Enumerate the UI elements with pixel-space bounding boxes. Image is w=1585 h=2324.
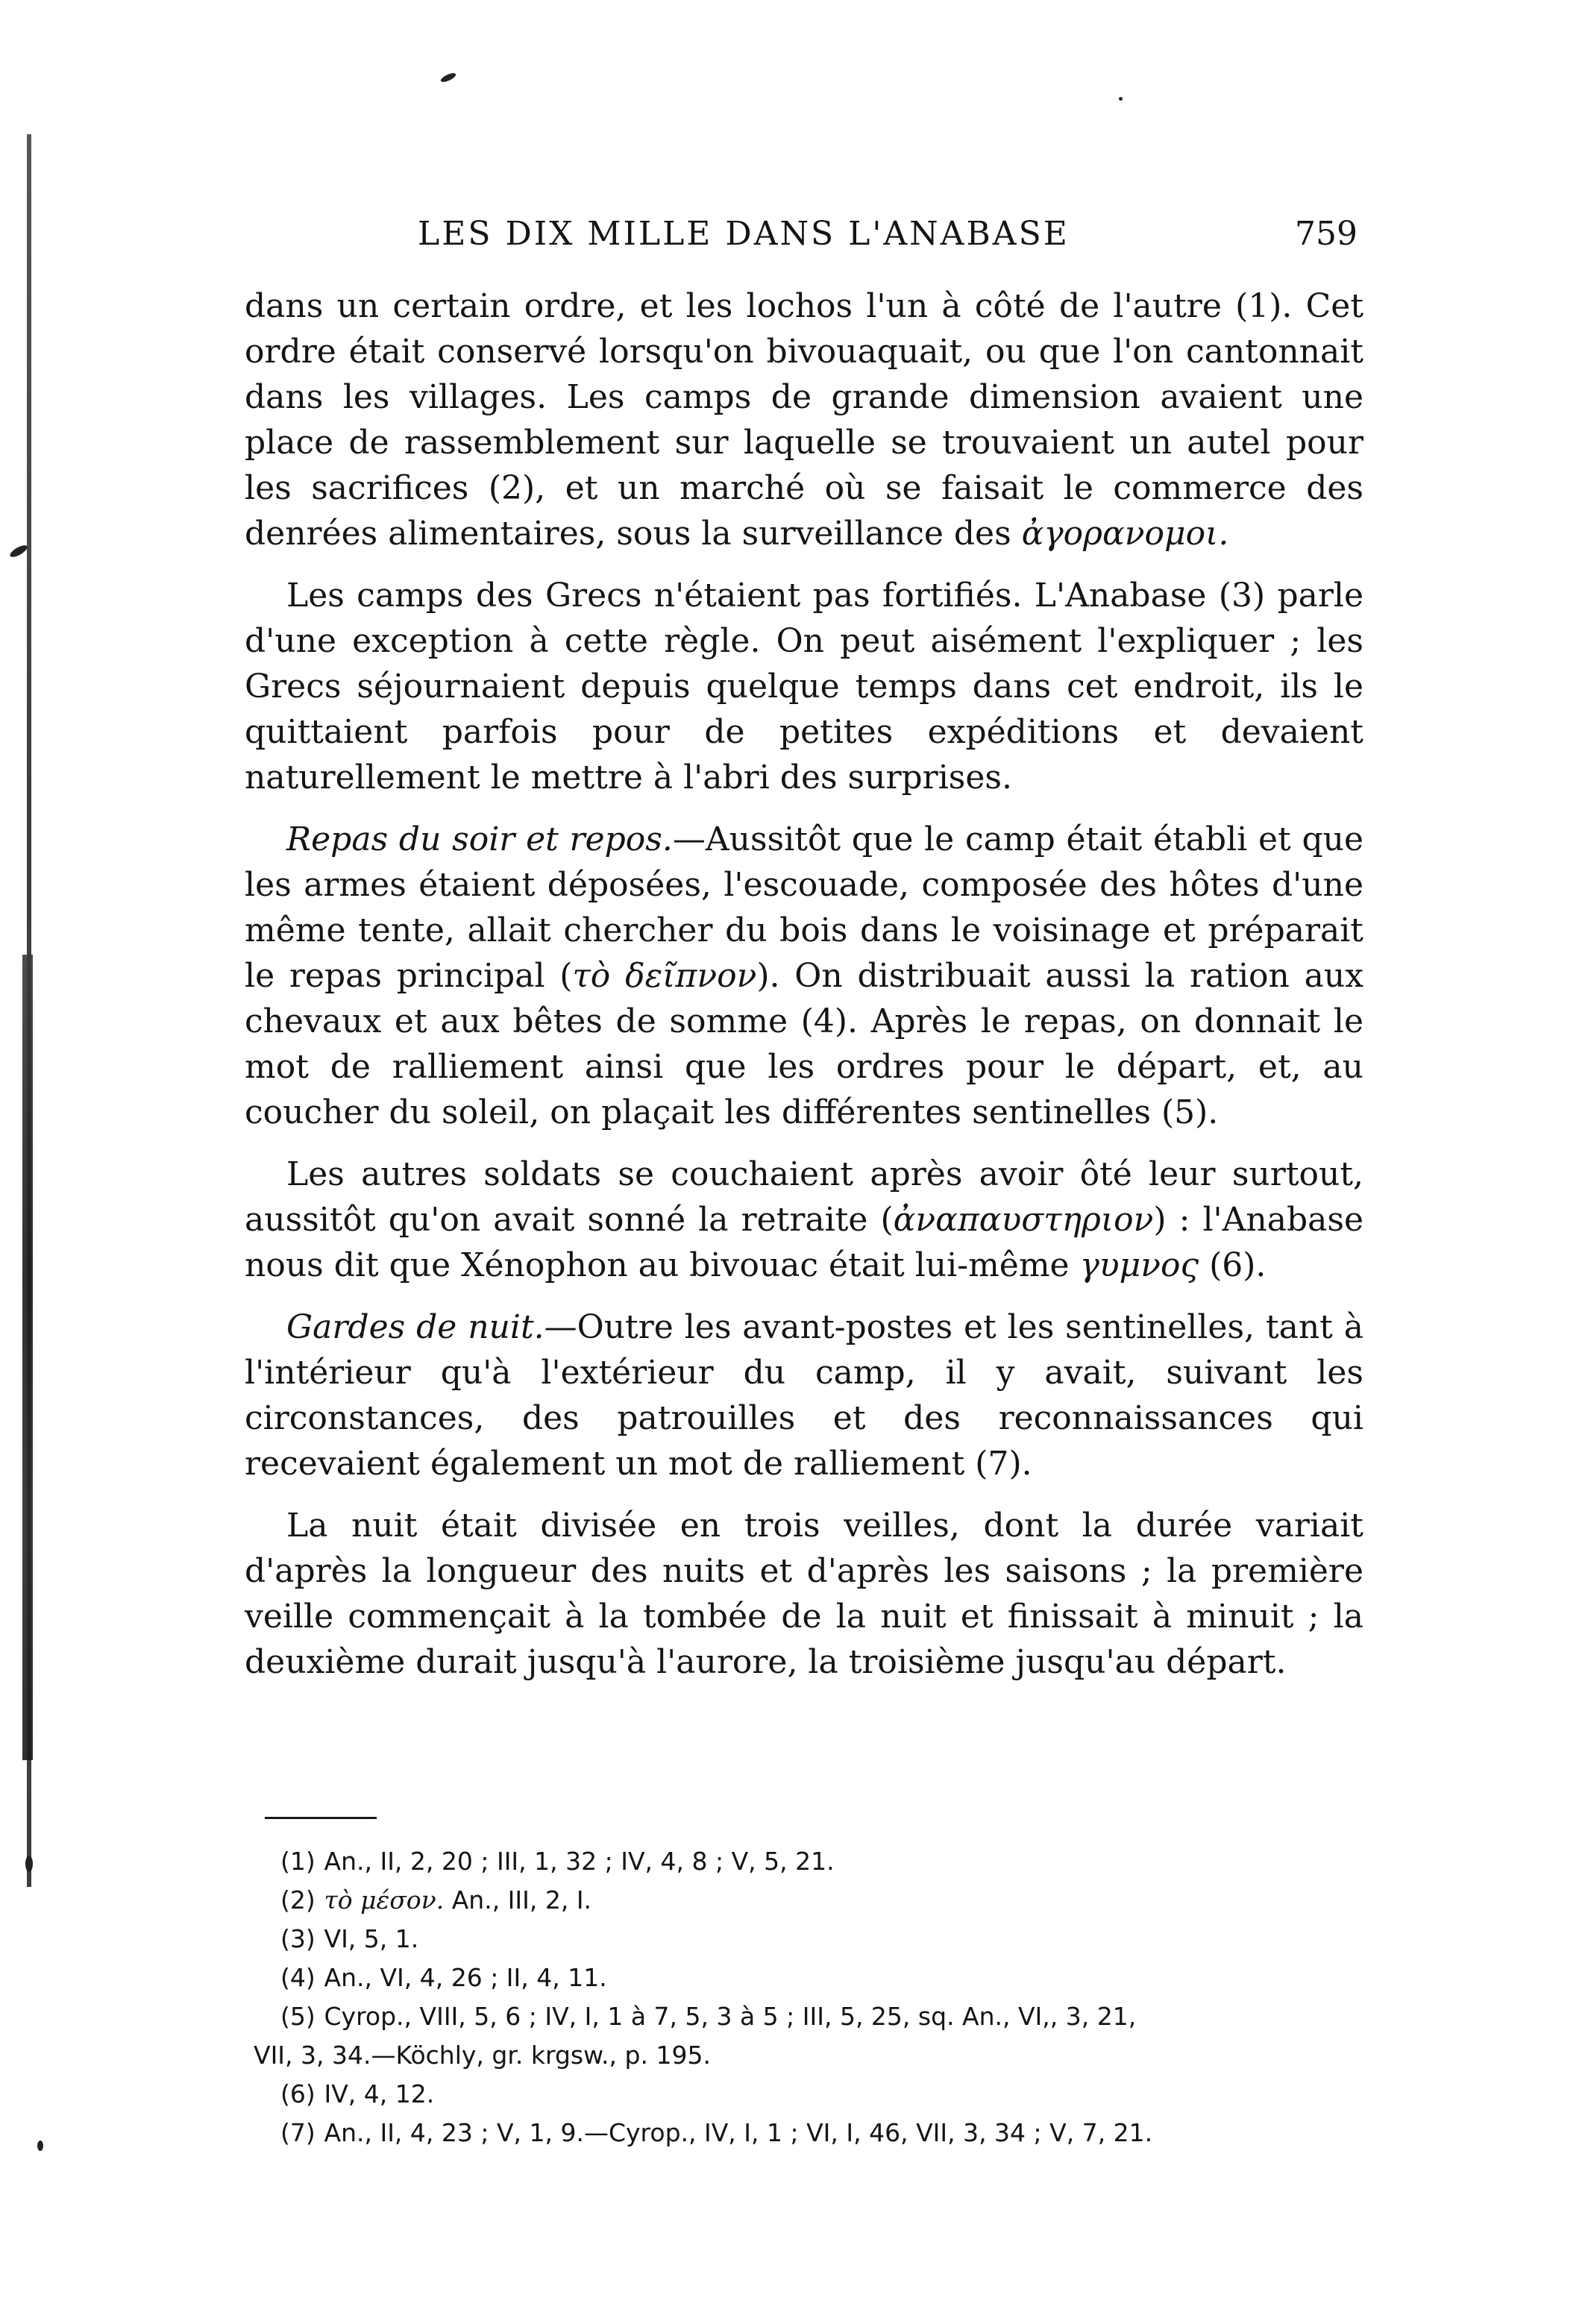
scan-speck <box>439 72 456 84</box>
greek-term: ἀγορανομοι. <box>1021 515 1229 553</box>
footnote-text: VI, 5, 1. <box>324 1924 419 1953</box>
footnote-3 <box>254 1920 1372 1959</box>
paragraph-2 <box>245 573 1363 800</box>
footnote-6 <box>254 2075 1372 2114</box>
footnote-number: (4) <box>280 1963 316 1992</box>
paragraph-1 <box>245 283 1363 556</box>
paragraph-text: dans un certain ordre, et les lochos l'un à côté de l'autre (1). Cet ordre était conservé lorsqu'on bivouaquait, ou que l'on cantonnait dans les villages. Les camps de grande dimension avaient une place de rassemblement sur laquelle se trouvaient un autel pour les sacrifices (2), et un marché où se faisait le commerce des denrées alimentaires, sous la surveillance des <box>245 287 1363 553</box>
footnote-text: VII, 3, 34.—Köchly, gr. krgsw., p. 195. <box>254 2041 711 2070</box>
section-title-repas: Repas du soir et repos. <box>286 820 673 858</box>
greek-term: γυμνος <box>1079 1246 1199 1284</box>
footnote-number: (7) <box>280 2118 316 2147</box>
paragraph-6 <box>245 1503 1363 1685</box>
footnote-number: (6) <box>280 2079 316 2108</box>
paragraph-text: —Aussitôt que le camp était établi et que les armes étaient déposées, l'escouade, composée des hôtes d'une même tente, allait chercher du bois dans le voisinage et préparait le repas principal ( <box>245 820 1363 995</box>
footnote-text: Cyrop., VIII, 5, 6 ; IV, I, 1 à 7, 5, 3 à 5 ; III, 5, 25, sq. An., VI,, 3, 21, <box>324 2002 1137 2031</box>
scan-speck <box>37 2141 43 2151</box>
paragraph-4 <box>245 1152 1363 1288</box>
paragraph-text: Les autres soldats se couchaient après avoir ôté leur surtout, aussitôt qu'on avait sonné la retraite ( <box>245 1155 1363 1239</box>
paragraph-3 <box>245 817 1363 1135</box>
footnote-5 <box>254 1997 1372 2036</box>
paragraph-text: Les camps des Grecs n'étaient pas fortifiés. L'Anabase (3) parle d'une exception à cette règle. On peut aisément l'expliquer ; les Grecs séjournaient depuis quelque temps dans cet endroit, ils le quittaient parfois pour de petites expéditions et devaient naturellement le mettre à l'abri des surprises. <box>245 577 1363 797</box>
footnote-number: (2) <box>280 1885 316 1915</box>
footnote-text: An., VI, 4, 26 ; II, 4, 11. <box>324 1963 607 1992</box>
footnote-greek: τὸ μέσον. <box>324 1885 445 1915</box>
footnote-text: IV, 4, 12. <box>324 2079 435 2108</box>
section-title-gardes: Gardes de nuit. <box>286 1308 544 1346</box>
footnote-2 <box>254 1881 1372 1920</box>
footnote-5-continuation <box>254 2036 1372 2075</box>
footnote-number: (5) <box>280 2002 316 2031</box>
footnote-number: (1) <box>280 1847 316 1876</box>
footnote-number: (3) <box>280 1924 316 1953</box>
footnote-1 <box>254 1842 1372 1881</box>
footnote-7 <box>254 2114 1372 2152</box>
scan-speck <box>8 543 29 559</box>
running-header <box>418 215 1358 267</box>
greek-term: ἀναπαυστηριον <box>893 1201 1154 1239</box>
page-number: 759 <box>1295 215 1358 253</box>
paragraph-5 <box>245 1304 1363 1486</box>
running-title: LES DIX MILLE DANS L'ANABASE <box>418 215 1070 253</box>
body-text <box>245 283 1363 1701</box>
footnote-text: An., III, 2, I. <box>444 1885 592 1915</box>
scan-speck <box>25 1856 33 1872</box>
footnotes <box>254 1842 1372 2152</box>
scan-speck <box>1119 97 1123 101</box>
footnote-4 <box>254 1959 1372 1997</box>
footnote-separator <box>265 1817 377 1819</box>
paragraph-text: (6). <box>1199 1246 1267 1284</box>
scan-binding-shadow <box>22 955 33 1760</box>
paragraph-text: La nuit était divisée en trois veilles, dont la durée variait d'après la longueur des nuits et d'après les saisons ; la première veille commençait à la tombée de la nuit et finissait à minuit ; la deuxième durait jusqu'à l'aurore, la troisième jusqu'au départ. <box>245 1507 1363 1681</box>
footnote-text: An., II, 4, 23 ; V, 1, 9.—Cyrop., IV, I, 1 ; VI, I, 46, VII, 3, 34 ; V, 7, 21. <box>324 2118 1153 2147</box>
footnote-text: An., II, 2, 20 ; III, 1, 32 ; IV, 4, 8 ; V, 5, 21. <box>324 1847 835 1876</box>
paragraph-text: —Outre les avant-postes et les sentinelles, tant à l'intérieur qu'à l'extérieur du camp, il y avait, suivant les circonstances, des patrouilles et des reconnaissances qui recevaient également un mot de ralliement (7). <box>245 1308 1364 1483</box>
greek-term: τὸ δεῖπνον <box>572 957 757 995</box>
paragraph-text: ) : l'Anabase nous dit que Xénophon au bivouac était lui-même <box>245 1201 1363 1284</box>
paragraph-text: ). On distribuait aussi la ration aux chevaux et aux bêtes de somme (4). Après le repas, on donnait le mot de ralliement ainsi que les ordres pour le départ, et, au coucher du soleil, on plaçait les différentes sentinelles (5). <box>245 957 1364 1131</box>
